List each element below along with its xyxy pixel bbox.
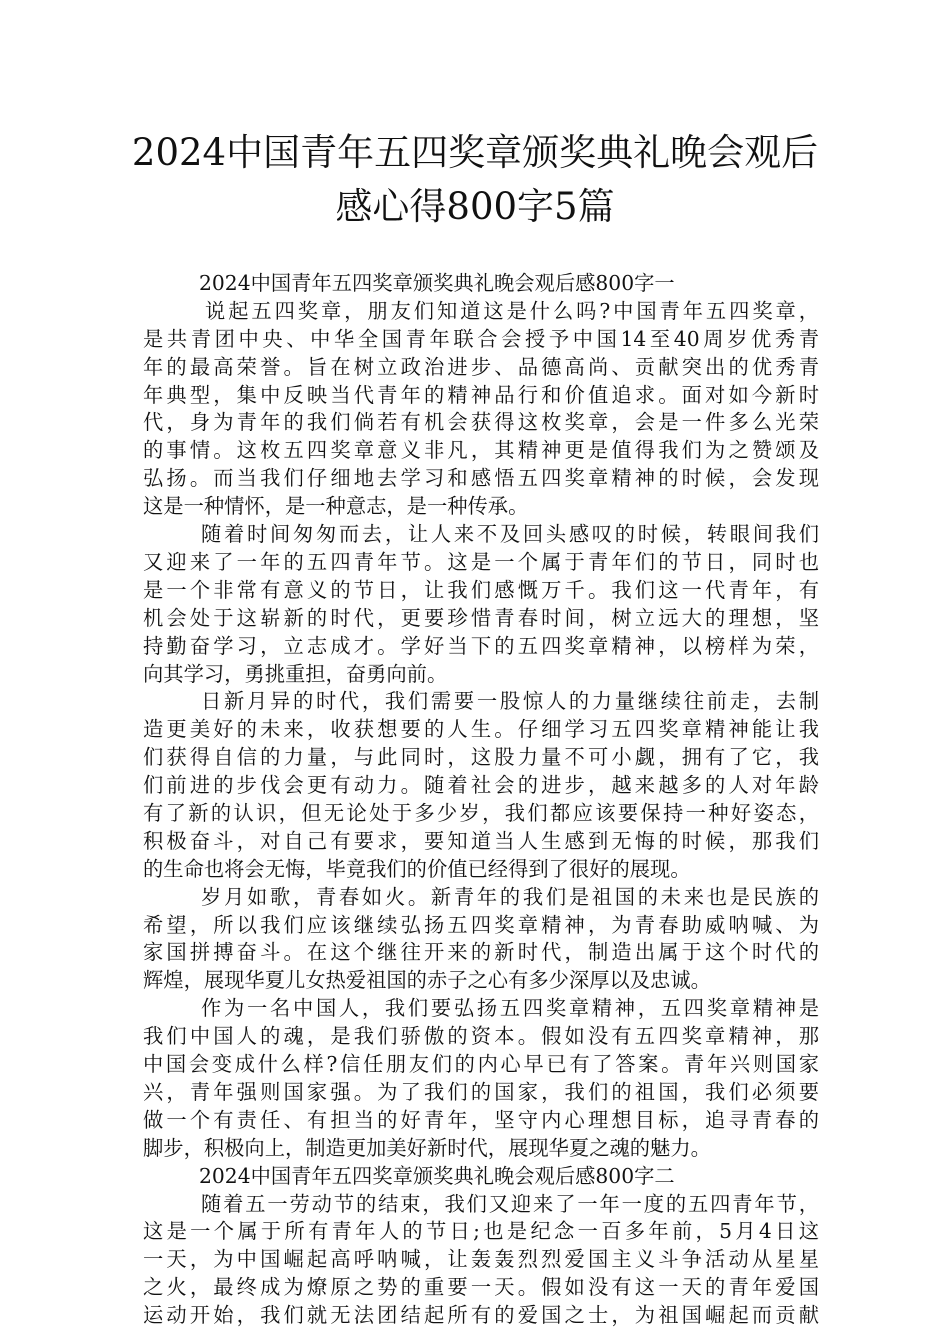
body-text-line: 做一个有责任、有担当的好青年，坚守内心理想目标，追寻青春的 bbox=[143, 1107, 819, 1132]
body-text-line: 机会处于这崭新的时代，更要珍惜青春时间，树立远大的理想，坚 bbox=[143, 605, 819, 630]
body-text-line: 年的最高荣誉。旨在树立政治进步、品德高尚、贡献突出的优秀青 bbox=[143, 354, 819, 379]
body-text-line: 又迎来了一年的五四青年节。这是一个属于青年们的节日，同时也 bbox=[143, 549, 819, 574]
title-line-2: 感心得800字5篇 bbox=[335, 185, 615, 228]
body-text-line: 我们中国人的魂，是我们骄傲的资本。假如没有五四奖章精神，那 bbox=[143, 1024, 819, 1049]
body-text-line: 辉煌，展现华夏儿女热爱祖国的赤子之心有多少深厚以及忠诚。 bbox=[143, 968, 711, 993]
body-text-line: 脚步，积极向上，制造更加美好新时代，展现华夏之魂的魅力。 bbox=[143, 1135, 711, 1160]
body-text-line: 日新月异的时代，我们需要一股惊人的力量继续往前走，去制 bbox=[201, 689, 819, 714]
body-text-line: 的事情。这枚五四奖章意义非凡，其精神更是值得我们为之赞颂及 bbox=[143, 438, 819, 463]
body-text-line: 作为一名中国人，我们要弘扬五四奖章精神，五四奖章精神是 bbox=[201, 996, 819, 1021]
body-text-line: 这是一种情怀，是一种意志，是一种传承。 bbox=[143, 494, 529, 519]
body-text-line: 代，身为青年的我们倘若有机会获得这枚奖章，会是一件多么光荣 bbox=[143, 410, 819, 435]
body-text-line: 积极奋斗，对自己有要求，要知道当人生感到无悔的时候，那我们 bbox=[143, 828, 819, 853]
body-text-line: 是共青团中央、中华全国青年联合会授予中国14至40周岁优秀青 bbox=[143, 326, 819, 351]
body-text-line: 们前进的步伐会更有动力。随着社会的进步，越来越多的人对年龄 bbox=[143, 773, 819, 798]
document-body bbox=[143, 270, 819, 1330]
body-text-line: 持勤奋学习，立志成才。学好当下的五四奖章精神，以榜样为荣， bbox=[143, 633, 819, 658]
body-text-line: 们获得自信的力量，与此同时，这股力量不可小觑，拥有了它，我 bbox=[143, 745, 819, 770]
body-text-line: 岁月如歌，青春如火。新青年的我们是祖国的未来也是民族的 bbox=[201, 884, 819, 909]
document-title bbox=[120, 126, 830, 234]
body-text-line: 弘扬。而当我们仔细地去学习和感悟五四奖章精神的时候，会发现 bbox=[143, 466, 819, 491]
body-text-line: 有了新的认识，但无论处于多少岁，我们都应该要保持一种好姿态， bbox=[143, 800, 819, 825]
body-text-line: 一天，为中国崛起高呼呐喊，让轰轰烈烈爱国主义斗争活动从星星 bbox=[143, 1247, 819, 1272]
section-heading-line: 2024中国青年五四奖章颁奖典礼晚会观后感800字一 bbox=[199, 271, 675, 295]
body-text-line: 中国会变成什么样?信任朋友们的内心早已有了答案。青年兴则国家 bbox=[143, 1052, 819, 1077]
body-text-line: 随着五一劳动节的结束，我们又迎来了一年一度的五四青年节， bbox=[201, 1191, 819, 1216]
body-text-line: 家国拼搏奋斗。在这个继往开来的新时代，制造出属于这个时代的 bbox=[143, 940, 819, 965]
title-line-1: 2024中国青年五四奖章颁奖典礼晚会观后 bbox=[131, 131, 819, 174]
body-text-line: 说起五四奖章，朋友们知道这是什么吗?中国青年五四奖章， bbox=[205, 298, 819, 323]
body-text-line: 是一个非常有意义的节日，让我们感慨万千。我们这一代青年，有 bbox=[143, 577, 819, 602]
body-text-line: 向其学习，勇挑重担，奋勇向前。 bbox=[143, 661, 448, 686]
body-text-line: 的生命也将会无悔，毕竟我们的价值已经得到了很好的展现。 bbox=[143, 856, 691, 881]
body-text-line: 年典型，集中反映当代青年的精神品行和价值追求。面对如今新时 bbox=[143, 382, 819, 407]
section-heading-line: 2024中国青年五四奖章颁奖典礼晚会观后感800字二 bbox=[199, 1163, 675, 1188]
body-text-line: 这是一个属于所有青年人的节日;也是纪念一百多年前，5月4日这 bbox=[143, 1219, 819, 1244]
body-text-line: 希望，所以我们应该继续弘扬五四奖章精神，为青春助威呐喊、为 bbox=[143, 912, 819, 937]
body-text-line: 之火，最终成为燎原之势的重要一天。假如没有这一天的青年爱国 bbox=[143, 1275, 819, 1300]
body-text-line: 造更美好的未来，收获想要的人生。仔细学习五四奖章精神能让我 bbox=[143, 717, 819, 742]
body-text-line: 运动开始，我们就无法团结起所有的爱国之士，为祖国崛起而贡献 bbox=[143, 1303, 819, 1328]
body-text-line: 兴，青年强则国家强。为了我们的国家，我们的祖国，我们必须要 bbox=[143, 1079, 819, 1104]
body-text-line: 随着时间匆匆而去，让人来不及回头感叹的时候，转眼间我们 bbox=[201, 522, 819, 547]
